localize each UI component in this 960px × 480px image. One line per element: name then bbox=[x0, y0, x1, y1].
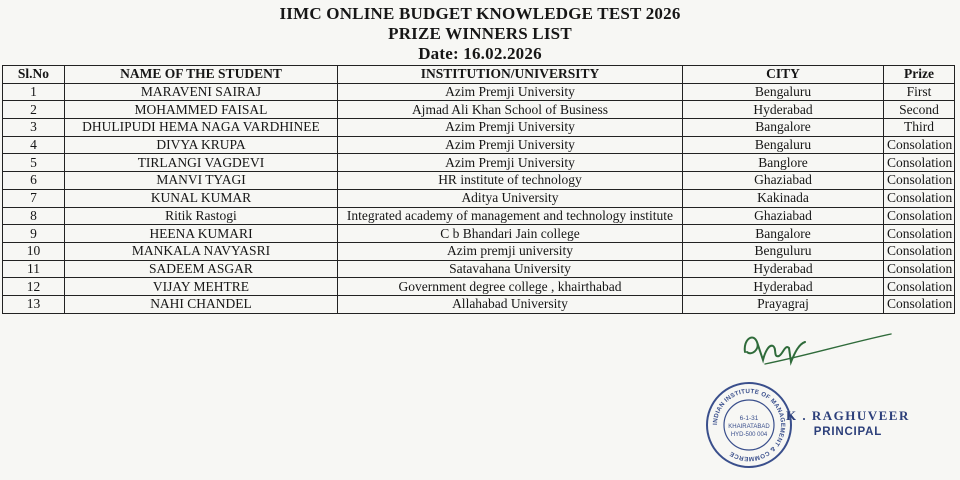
row-serial: 6 bbox=[3, 172, 65, 190]
city-name: Benguluru bbox=[683, 242, 884, 260]
city-name: Ghaziabad bbox=[683, 172, 884, 190]
row-serial: 8 bbox=[3, 207, 65, 225]
table-row bbox=[3, 295, 955, 313]
prize-label: Second bbox=[884, 101, 955, 119]
table-row bbox=[3, 154, 955, 172]
row-serial: 7 bbox=[3, 189, 65, 207]
prize-label: Consolation bbox=[884, 136, 955, 154]
seal-center-line-1: 6-1-31 bbox=[739, 415, 759, 422]
table-row bbox=[3, 136, 955, 154]
row-serial: 13 bbox=[3, 295, 65, 313]
row-serial: 10 bbox=[3, 242, 65, 260]
table-body bbox=[3, 83, 955, 313]
student-name: VIJAY MEHTRE bbox=[65, 278, 338, 296]
table-row bbox=[3, 189, 955, 207]
student-name: MARAVENI SAIRAJ bbox=[65, 83, 338, 101]
row-serial: 4 bbox=[3, 136, 65, 154]
institution-name: Integrated academy of management and technology institute bbox=[338, 207, 683, 225]
table-row bbox=[3, 207, 955, 225]
institution-name: HR institute of technology bbox=[338, 172, 683, 190]
institution-name: Azim Premji University bbox=[338, 119, 683, 137]
city-name: Bangalore bbox=[683, 119, 884, 137]
row-serial: 2 bbox=[3, 101, 65, 119]
institution-name: Government degree college , khairthabad bbox=[338, 278, 683, 296]
city-name: Hyderabad bbox=[683, 101, 884, 119]
signatory-block bbox=[786, 408, 910, 438]
student-name: DIVYA KRUPA bbox=[65, 136, 338, 154]
row-serial: 12 bbox=[3, 278, 65, 296]
student-name: Ritik Rastogi bbox=[65, 207, 338, 225]
table-row bbox=[3, 83, 955, 101]
institution-name: Azim Premji University bbox=[338, 136, 683, 154]
row-serial: 5 bbox=[3, 154, 65, 172]
seal-center-line-2: KHAIRATABAD bbox=[728, 424, 770, 430]
table-row bbox=[3, 278, 955, 296]
city-name: Hyderabad bbox=[683, 278, 884, 296]
row-serial: 11 bbox=[3, 260, 65, 278]
city-name: Bengaluru bbox=[683, 136, 884, 154]
institution-name: Azim Premji University bbox=[338, 83, 683, 101]
seal-ring-text: INDIAN INSTITUTE OF MANAGEMENT & COMMERCE bbox=[711, 387, 787, 463]
signatory-title: PRINCIPAL bbox=[813, 426, 883, 438]
city-name: Bengaluru bbox=[683, 83, 884, 101]
table-row bbox=[3, 260, 955, 278]
prize-label: Consolation bbox=[884, 242, 955, 260]
column-header-name: NAME OF THE STUDENT bbox=[65, 66, 338, 84]
student-name: HEENA KUMARI bbox=[65, 225, 338, 243]
prize-label: Consolation bbox=[884, 225, 955, 243]
table-row bbox=[3, 101, 955, 119]
row-serial: 3 bbox=[3, 119, 65, 137]
document-date: Date: 16.02.2026 bbox=[418, 44, 542, 63]
signatory-name: K . RAGHUVEER bbox=[786, 408, 910, 423]
prize-label: Consolation bbox=[884, 207, 955, 225]
institution-name: Azim Premji University bbox=[338, 154, 683, 172]
institution-name: Azim premji university bbox=[338, 242, 683, 260]
table-row bbox=[3, 119, 955, 137]
prize-label: Consolation bbox=[884, 154, 955, 172]
prize-label: Third bbox=[884, 119, 955, 137]
principal-signature bbox=[735, 322, 895, 382]
institution-name: Allahabad University bbox=[338, 295, 683, 313]
student-name: TIRLANGI VAGDEVI bbox=[65, 154, 338, 172]
prize-label: Consolation bbox=[884, 278, 955, 296]
row-serial: 1 bbox=[3, 83, 65, 101]
student-name: MANKALA NAVYASRI bbox=[65, 242, 338, 260]
student-name: MANVI TYAGI bbox=[65, 172, 338, 190]
winners-table bbox=[2, 65, 955, 314]
student-name: SADEEM ASGAR bbox=[65, 260, 338, 278]
row-serial: 9 bbox=[3, 225, 65, 243]
document-subtitle: PRIZE WINNERS LIST bbox=[388, 24, 572, 43]
prize-label: First bbox=[884, 83, 955, 101]
city-name: Ghaziabad bbox=[683, 207, 884, 225]
column-header-institution: INSTITUTION/UNIVERSITY bbox=[338, 66, 683, 84]
column-header-city: CITY bbox=[683, 66, 884, 84]
prize-label: Consolation bbox=[884, 189, 955, 207]
institution-name: C b Bhandari Jain college bbox=[338, 225, 683, 243]
document-header bbox=[0, 4, 960, 64]
table-row bbox=[3, 225, 955, 243]
column-header-prize: Prize bbox=[884, 66, 955, 84]
table-header-row bbox=[3, 66, 955, 84]
city-name: Banglore bbox=[683, 154, 884, 172]
city-name: Bangalore bbox=[683, 225, 884, 243]
prize-label: Consolation bbox=[884, 295, 955, 313]
student-name: NAHI CHANDEL bbox=[65, 295, 338, 313]
prize-label: Consolation bbox=[884, 260, 955, 278]
city-name: Prayagraj bbox=[683, 295, 884, 313]
seal-center-line-3: HYD-500 004 bbox=[730, 432, 768, 438]
city-name: Hyderabad bbox=[683, 260, 884, 278]
table-row bbox=[3, 172, 955, 190]
document-title: IIMC ONLINE BUDGET KNOWLEDGE TEST 2026 bbox=[279, 4, 681, 23]
institution-name: Satavahana University bbox=[338, 260, 683, 278]
column-header-slno: Sl.No bbox=[3, 66, 65, 84]
institute-seal bbox=[704, 380, 794, 470]
student-name: MOHAMMED FAISAL bbox=[65, 101, 338, 119]
student-name: DHULIPUDI HEMA NAGA VARDHINEE bbox=[65, 119, 338, 137]
prize-label: Consolation bbox=[884, 172, 955, 190]
institution-name: Ajmad Ali Khan School of Business bbox=[338, 101, 683, 119]
student-name: KUNAL KUMAR bbox=[65, 189, 338, 207]
institution-name: Aditya University bbox=[338, 189, 683, 207]
city-name: Kakinada bbox=[683, 189, 884, 207]
table-row bbox=[3, 242, 955, 260]
